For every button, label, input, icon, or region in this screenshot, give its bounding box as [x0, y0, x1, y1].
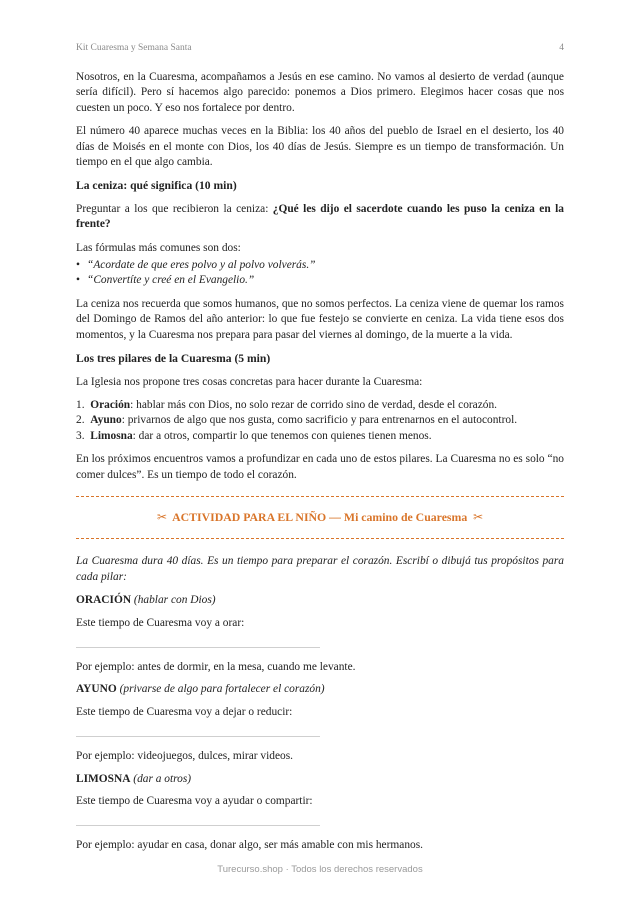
section-sub: (privarse de algo para fortalecer el corazón) — [119, 683, 325, 696]
section-prompt: Este tiempo de Cuaresma voy a ayudar o compartir: — [76, 795, 313, 807]
activity-intro: La Cuaresma dura 40 días. Es un tiempo para preparar el corazón. Escribí o dibujá tus propósitos para cada pilar: — [76, 555, 564, 583]
paragraph-desierto: Nosotros, en la Cuaresma, acompañamos a Jesús en ese camino. No vamos al desierto de verdad (aunque sería difícil). Pero sí hacemos algo parecido: ponemos a Dios primero. Elegimos hacer cosas que nos cuesten un poco. Y eso nos fortalece por dentro. — [76, 71, 564, 114]
activity-section-ayuno — [76, 682, 564, 764]
section-prompt: Este tiempo de Cuaresma voy a dejar o reducir: — [76, 705, 293, 718]
page-footer: Turecurso.shop · Todos los derechos reservados — [217, 864, 423, 875]
item-name: Ayuno — [90, 414, 122, 427]
list-item: • “Acordate de que eres polvo y al polvo volverás.” — [76, 258, 564, 273]
section-name: ORACIÓN — [76, 594, 132, 607]
activity-title-text: ACTIVIDAD PARA EL NIÑO — Mi camino de Cuaresma — [172, 509, 468, 524]
activity-title — [76, 497, 564, 538]
section-prompt: Este tiempo de Cuaresma voy a orar: — [76, 616, 245, 629]
pilares-list — [76, 398, 564, 444]
item-name: Limosna — [90, 429, 133, 442]
pilares-intro: La Iglesia nos propone tres cosas concretas para hacer durante la Cuaresma: — [76, 375, 423, 388]
item-name: Oración — [90, 398, 131, 411]
paragraph-pregunta-ceniza — [76, 202, 564, 233]
item-text: : privarnos de algo que nos gusta, como sacrificio y para entrenarnos en el autocontrol. — [121, 414, 518, 427]
item-number: 3. — [76, 429, 85, 442]
write-line[interactable] — [76, 815, 320, 826]
formulas-intro: Las fórmulas más comunes son dos: — [76, 241, 241, 254]
section-heading — [76, 682, 564, 697]
document-page — [76, 0, 564, 905]
section-name: AYUNO — [76, 683, 117, 696]
question-bold: ¿Qué les dijo el sacerdote cuando les puso la ceniza en la frente? — [76, 202, 564, 231]
section-sub: (hablar con Dios) — [133, 594, 216, 607]
section-name: LIMOSNA — [76, 772, 131, 785]
page-content — [76, 70, 564, 861]
heading-ceniza: La ceniza: qué significa (10 min) — [76, 179, 237, 193]
heading-pilares: Los tres pilares de la Cuaresma (5 min) — [76, 352, 271, 366]
list-item — [76, 413, 564, 428]
paragraph-pilares-cierre: En los próximos encuentros vamos a profundizar en cada uno de estos pilares. La Cuaresma no es solo “no comer dulces”. Es un tiempo de todo el corazón. — [76, 453, 564, 481]
item-text: : dar a otros, compartir lo que tenemos con quienes tienen menos. — [132, 429, 432, 442]
write-line[interactable] — [76, 637, 320, 648]
dashed-divider-bottom — [76, 538, 564, 539]
paragraph-numero-40: El número 40 aparece muchas veces en la Biblia: los 40 años del pueblo de Israel en el desierto, los 40 días de Moisés en el monte con Dios, los 40 días de Jesús. Siempre es un tiempo de transformación. Un tiempo en el que algo cambia. — [76, 125, 564, 169]
list-item — [76, 398, 564, 413]
item-number: 2. — [76, 414, 85, 427]
activity-section-limosna — [76, 772, 564, 854]
question-prefix: Preguntar a los que recibieron la ceniza: — [76, 202, 273, 215]
section-heading — [76, 772, 564, 787]
section-example: Por ejemplo: ayudar en casa, donar algo, ser más amable con mis hermanos. — [76, 839, 423, 852]
activity-box — [76, 496, 564, 539]
list-item — [76, 429, 564, 444]
section-example: Por ejemplo: antes de dormir, en la mesa, cuando me levante. — [76, 660, 356, 673]
activity-section-oracion — [76, 593, 564, 675]
scissors-icon: ✂ — [473, 509, 484, 524]
section-sub: (dar a otros) — [133, 772, 192, 785]
activity-body — [76, 554, 564, 853]
scissors-icon: ✂ — [156, 509, 167, 524]
section-example: Por ejemplo: videojuegos, dulces, mirar videos. — [76, 750, 294, 763]
header-title: Kit Cuaresma y Semana Santa — [76, 43, 192, 53]
item-number: 1. — [76, 398, 85, 411]
section-heading — [76, 593, 564, 608]
list-item: • “Convertíte y creé en el Evangelio.” — [76, 273, 564, 288]
formulas-list — [76, 258, 564, 289]
write-line[interactable] — [76, 726, 320, 737]
paragraph-ceniza-explicacion: La ceniza nos recuerda que somos humanos, que no somos perfectos. La ceniza viene de quemar los ramos del Domingo de Ramos del año anterior: lo que fue festejo se convierte en ceniza. La vida tiene esos dos momentos, y la Cuaresma nos prepara para pasar del viernes al domingo, de la muerte a la vida. — [76, 297, 564, 341]
page-number: 4 — [559, 43, 564, 53]
item-text: : hablar más con Dios, no solo rezar de corrido sino de verdad, desde el corazón. — [130, 398, 498, 411]
